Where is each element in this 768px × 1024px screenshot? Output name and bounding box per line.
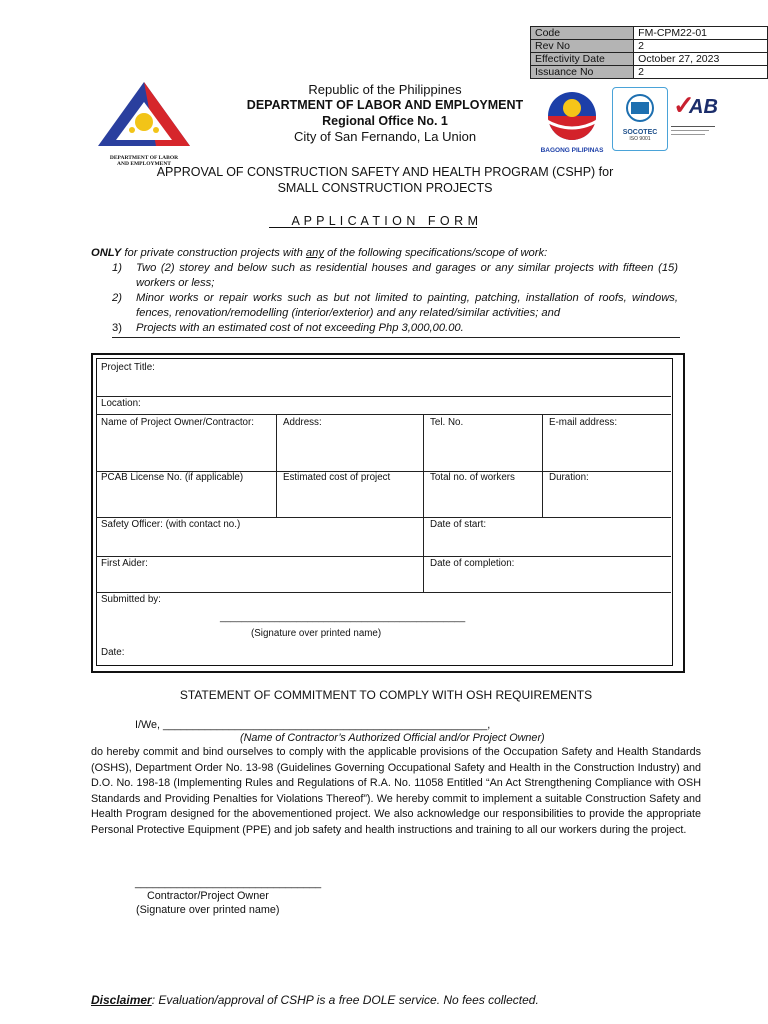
row-line-6 [96, 592, 671, 593]
application-form-heading: A P P L I C A T I O N F O R M [291, 214, 479, 228]
contractor-signature-caption: (Signature over printed name) [136, 904, 280, 916]
estimated-cost-field[interactable]: Estimated cost of project [283, 472, 391, 483]
code-value: FM-CPM22-01 [634, 27, 768, 40]
statement-heading: STATEMENT OF COMMITMENT TO COMPLY WITH OSH REQUIREMENTS [179, 688, 593, 702]
iwe-name-line[interactable]: I/We, ______________________________________________________, [135, 719, 491, 731]
row-line-5 [96, 556, 671, 557]
row-line-1 [96, 396, 671, 397]
pcab-license-field[interactable]: PCAB License No. (if applicable) [101, 472, 244, 483]
owner-contractor-field[interactable]: Name of Project Owner/Contractor: [101, 417, 254, 428]
scope-item-3-num: 3) [112, 322, 122, 334]
disclaimer-label: Disclaimer [91, 993, 152, 1007]
scope-intro [91, 246, 691, 261]
submitter-signature-caption: (Signature over printed name) [251, 628, 382, 639]
col-line-2 [423, 414, 424, 592]
tel-no-field[interactable]: Tel. No. [430, 417, 464, 428]
republic-line: Republic of the Philippines [308, 82, 462, 97]
col-line-1 [276, 414, 277, 517]
date-of-start-field[interactable]: Date of start: [430, 519, 487, 530]
commitment-body: do hereby commit and bind ourselves to comply with the applicable provisions of the Occupation Safety and Health Standards (OSHS), Department Order No. 13-98 (Guidelines Governing Occupational Safety and Health in the Construction Industry) and D.O. No. 198-18 (Implementing Rules and Regulations of R.A. No. 11058 Entitled “An Act Strengthening Compliance with OSH Standards and Providing Penalties for Violations Thereof”). We hereby commit to implement a suitable Construction Safety and Health Program designed for the abovementioned project. We also acknowledge our responsibilities to provide the appropriate Personal Protective Equipment (PPE) and job safety and health instructions and training to all our workers during the project. [91, 746, 701, 836]
scope-item-1-num: 1) [112, 262, 122, 274]
city-line: City of San Fernando, La Union [293, 129, 477, 144]
row-line-4 [96, 517, 671, 518]
department-line: DEPARTMENT OF LABOR AND EMPLOYMENT [246, 98, 524, 112]
form-title-line1: APPROVAL OF CONSTRUCTION SAFETY AND HEALTH PROGRAM (CSHP) for [156, 165, 614, 179]
form-title-line2: SMALL CONSTRUCTION PROJECTS [277, 181, 493, 195]
disclaimer-text: : Evaluation/approval of CSHP is a free DOLE service. No fees collected. [151, 993, 539, 1007]
date-field[interactable]: Date: [101, 647, 125, 658]
safety-officer-field[interactable]: Safety Officer: (with contact no.) [101, 519, 241, 530]
dole-triangle-icon [96, 80, 192, 150]
submitter-signature-line[interactable]: _____________________________________________ [220, 612, 466, 623]
duration-field[interactable]: Duration: [549, 472, 589, 483]
contractor-signature-line[interactable]: _______________________________ [135, 877, 322, 889]
first-aider-field[interactable]: First Aider: [101, 558, 148, 569]
rev-value: 2 [634, 40, 768, 53]
date-of-completion-field[interactable]: Date of completion: [430, 558, 515, 569]
iso-text: ISO 9001 [629, 136, 651, 142]
socotec-logo [612, 87, 668, 151]
project-title-field[interactable]: Project Title: [101, 362, 155, 373]
issuance-label: Issuance No [531, 66, 634, 79]
scope-item-2-text: Minor works or repair works such as but not limited to painting, patching, installation of roofs, windows, fences, renovation/remodelling (interior/exterior) and any related/similar activities; and [136, 292, 678, 319]
heading-underline [269, 227, 477, 228]
address-field[interactable]: Address: [283, 417, 322, 428]
scope-item-3-text: Projects with an estimated cost of not exceeding Php 3,000,00.00. [136, 322, 464, 334]
code-label: Code [531, 27, 634, 40]
rev-label: Rev No [531, 40, 634, 53]
effectivity-label: Effectivity Date [531, 53, 634, 66]
col-line-3 [542, 414, 543, 517]
dole-logo [96, 80, 192, 166]
location-field[interactable]: Location: [101, 398, 141, 409]
bagong-pilipinas-logo [537, 90, 607, 152]
any-label: any [305, 247, 324, 259]
scope-intro-b: of the following specifications/scope of work: [323, 247, 548, 259]
disclaimer [91, 993, 539, 1007]
document-control-table [530, 26, 768, 79]
dole-logo-text-1: DEPARTMENT OF LABOR [109, 155, 179, 161]
only-label: ONLY [91, 247, 122, 259]
bagong-pilipinas-text: BAGONG PILIPINAS [540, 147, 604, 154]
scope-rule [112, 337, 680, 338]
scope-item-2-num: 2) [112, 292, 122, 304]
row-line-2 [96, 414, 671, 415]
contractor-role: Contractor/Project Owner [147, 890, 269, 902]
bagong-pilipinas-emblem-icon [537, 90, 607, 142]
submitted-by-field[interactable]: Submitted by: [101, 594, 161, 605]
accreditation-logo [671, 90, 723, 148]
email-field[interactable]: E-mail address: [549, 417, 618, 428]
regional-office-line: Regional Office No. 1 [322, 114, 448, 128]
scope-item-1-text: Two (2) storey and below such as residential houses and garages or any similar projects with fifteen (15) workers or less; [136, 262, 678, 289]
scope-intro-a: for private construction projects with [121, 247, 306, 259]
socotec-text: SOCOTEC [622, 129, 658, 136]
check-mark-icon: ✓ [673, 90, 695, 120]
name-caption: (Name of Contractor’s Authorized Official and/or Project Owner) [240, 732, 545, 744]
issuance-value: 2 [634, 66, 768, 79]
dole-logo-text-2: AND EMPLOYMENT [117, 161, 171, 167]
total-workers-field[interactable]: Total no. of workers [430, 472, 515, 483]
effectivity-value: October 27, 2023 [634, 53, 768, 66]
socotec-seal-icon [613, 88, 667, 124]
vab-text: AB [689, 96, 718, 118]
